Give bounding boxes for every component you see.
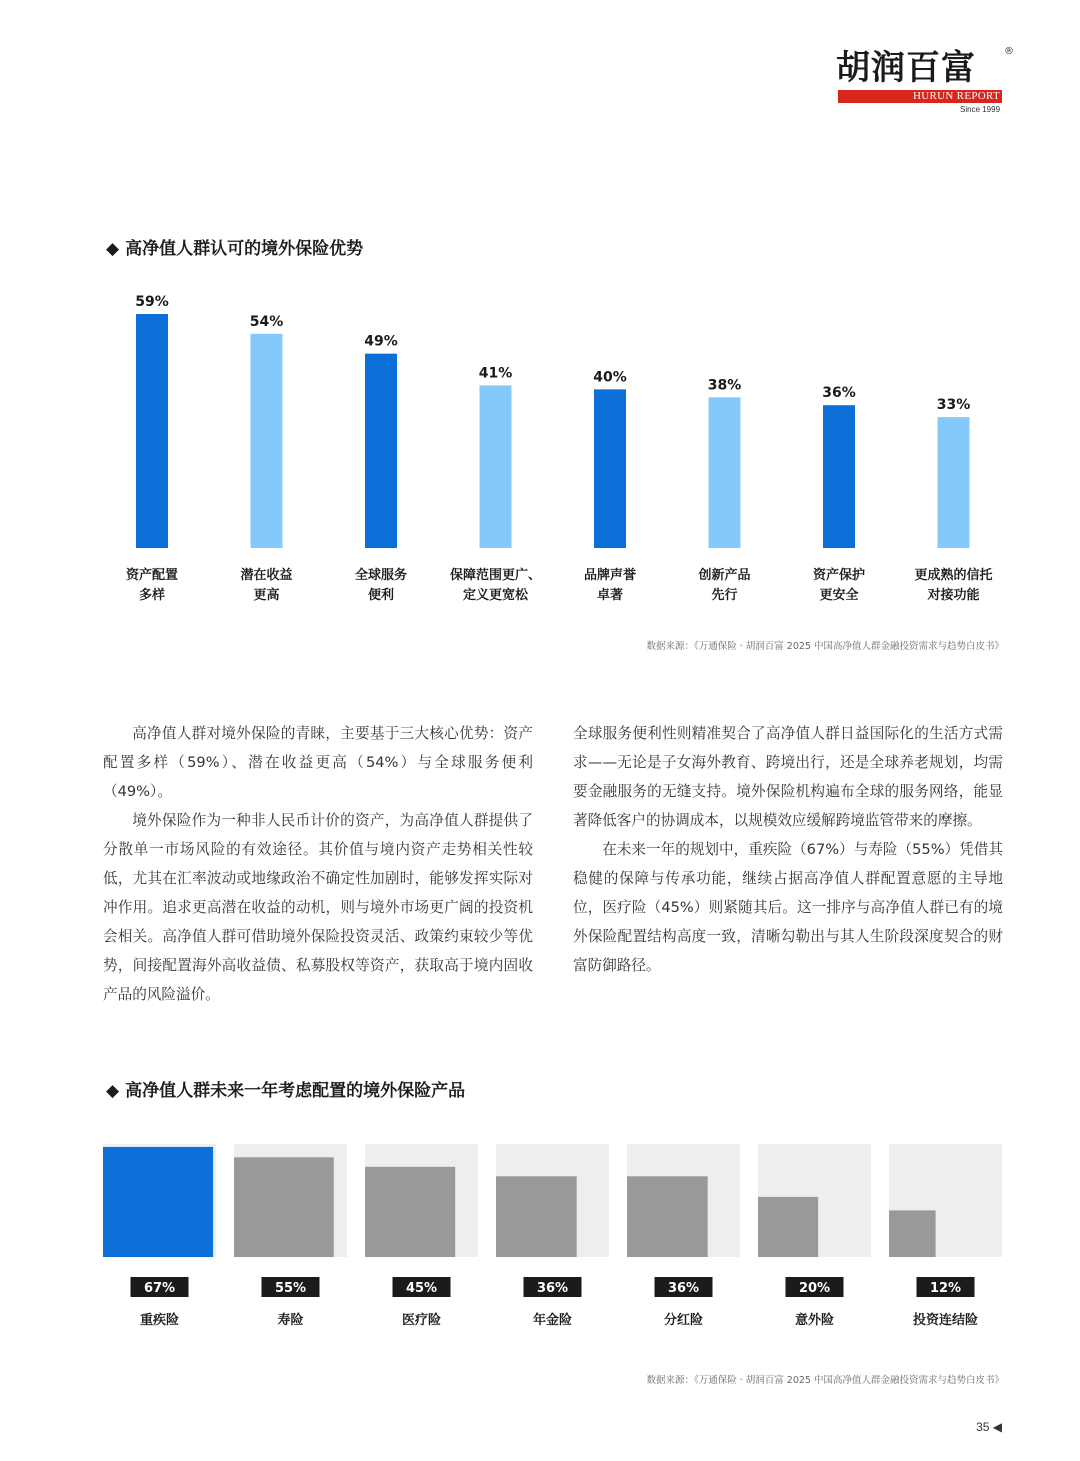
data-label: 36% <box>536 1281 569 1296</box>
category-label: 年金险 <box>532 1313 573 1328</box>
category-label: 潜在收益 <box>240 568 293 583</box>
body-column-right <box>573 719 1003 980</box>
category-label: 定义更宽松 <box>462 588 529 603</box>
category-label: 重疾险 <box>139 1313 180 1328</box>
bar <box>480 385 512 548</box>
paragraph: 高净值人群对境外保险的青睐，主要基于三大核心优势：资产配置多样（59%）、潜在收益更高（54%）与全球服务便利（49%）。 <box>103 725 533 800</box>
paragraph: 境外保险作为一种非人民币计价的资产，为高净值人群提供了分散单一市场风险的有效途径。其价值与境内资产走势相关性较低，尤其在汇率波动或地缘政治不确定性加剧时，能够发挥实际对冲作用。追求更高潜在收益的动机，则与境外市场更广阔的投资机会相关。高净值人群可借助境外保险投资灵活、政策约束较少等优势，间接配置海外高收益债、私募股权等资产，获取高于境内固收产品的风险溢价。 <box>103 812 533 1003</box>
section-title-advantages <box>106 234 363 259</box>
category-label: 品牌声誉 <box>583 568 637 583</box>
paragraph: 在未来一年的规划中，重疾险（67%）与寿险（55%）凭借其稳健的保障与传承功能，继续占据高净值人群配置意愿的主导地位，医疗险（45%）则紧随其后。这一排序与高净值人群已有的境外保险配置结构高度一致，清晰勾勒出与其人生阶段深度契合的财富防御路径。 <box>573 841 1003 974</box>
value-square <box>889 1210 936 1257</box>
category-label: 意外险 <box>794 1313 835 1328</box>
bar <box>938 417 970 548</box>
data-label: 55% <box>274 1281 307 1296</box>
data-label: 33% <box>936 397 971 414</box>
data-label: 36% <box>667 1281 700 1296</box>
hurun-logo <box>836 48 1016 118</box>
data-label: 40% <box>593 369 627 386</box>
data-source-note: 数据来源：《万通保险 · 胡润百富 2025 中国高净值人群金融投资需求与趋势白皮书》 <box>646 1375 1004 1386</box>
category-label: 便利 <box>367 588 395 603</box>
products-bar-chart <box>100 1140 1010 1340</box>
data-label: 49% <box>364 333 398 350</box>
page-arrow-icon: ◀ <box>992 1420 1002 1434</box>
bar <box>136 314 168 548</box>
page-number <box>976 1420 1002 1434</box>
category-label: 先行 <box>711 588 738 603</box>
data-label: 45% <box>405 1281 438 1296</box>
data-label: 41% <box>478 365 513 382</box>
value-square <box>234 1157 334 1257</box>
bar <box>594 389 626 548</box>
category-label: 对接功能 <box>927 588 980 603</box>
page-number-text: 35 <box>976 1420 990 1434</box>
data-label: 54% <box>249 313 284 330</box>
bar <box>365 354 397 548</box>
bar <box>823 405 855 548</box>
category-label: 保障范围更广、 <box>449 568 542 583</box>
bar <box>709 397 741 548</box>
value-square <box>496 1176 577 1257</box>
data-label: 12% <box>929 1281 962 1296</box>
category-label: 多样 <box>138 588 166 603</box>
data-label: 59% <box>135 294 169 310</box>
paragraph: 全球服务便利性则精准契合了高净值人群日益国际化的生活方式需求——无论是子女海外教育、跨境出行，还是全球养老规划，均需要金融服务的无缝支持。境外保险机构遍布全球的服务网络，能显著降低客户的协调成本，以规模效应缓解跨境监管带来的摩擦。 <box>573 725 1003 829</box>
value-square <box>365 1167 455 1257</box>
category-label: 创新产品 <box>698 568 751 583</box>
bar <box>251 334 283 548</box>
category-label: 分红险 <box>663 1313 704 1328</box>
diamond-bullet-icon: ◆ <box>106 239 120 259</box>
section-title-products <box>106 1076 465 1101</box>
category-label: 资产保护 <box>812 568 866 583</box>
category-label: 投资连结险 <box>912 1313 979 1328</box>
advantages-bar-chart <box>100 285 1020 615</box>
logo-english-bar: HURUN REPORT <box>838 90 1002 103</box>
section-title-text: 高净值人群认可的境外保险优势 <box>125 239 364 259</box>
logo-since: Since 1999 <box>960 105 1001 114</box>
category-label: 寿险 <box>277 1313 304 1328</box>
data-label: 36% <box>822 385 856 402</box>
value-square <box>627 1176 708 1257</box>
body-column-left <box>103 719 533 1009</box>
logo-chinese-text: 胡润百富 <box>836 48 976 88</box>
category-label: 卓著 <box>596 588 624 603</box>
data-label: 20% <box>798 1281 831 1296</box>
category-label: 全球服务 <box>354 568 408 583</box>
diamond-bullet-icon: ◆ <box>106 1081 120 1101</box>
category-label: 更成熟的信托 <box>914 568 993 583</box>
category-label: 更高 <box>253 588 280 603</box>
category-label: 更安全 <box>819 588 859 603</box>
data-label: 67% <box>143 1281 176 1296</box>
value-square <box>758 1197 818 1257</box>
data-source-note: 数据来源：《万通保险 · 胡润百富 2025 中国高净值人群金融投资需求与趋势白皮书》 <box>646 641 1004 652</box>
section-title-text: 高净值人群未来一年考虑配置的境外保险产品 <box>125 1081 466 1101</box>
value-square <box>103 1147 213 1257</box>
registered-mark: ® <box>1004 46 1014 57</box>
data-label: 38% <box>707 377 742 394</box>
category-label: 医疗险 <box>401 1313 442 1328</box>
category-label: 资产配置 <box>125 568 179 583</box>
